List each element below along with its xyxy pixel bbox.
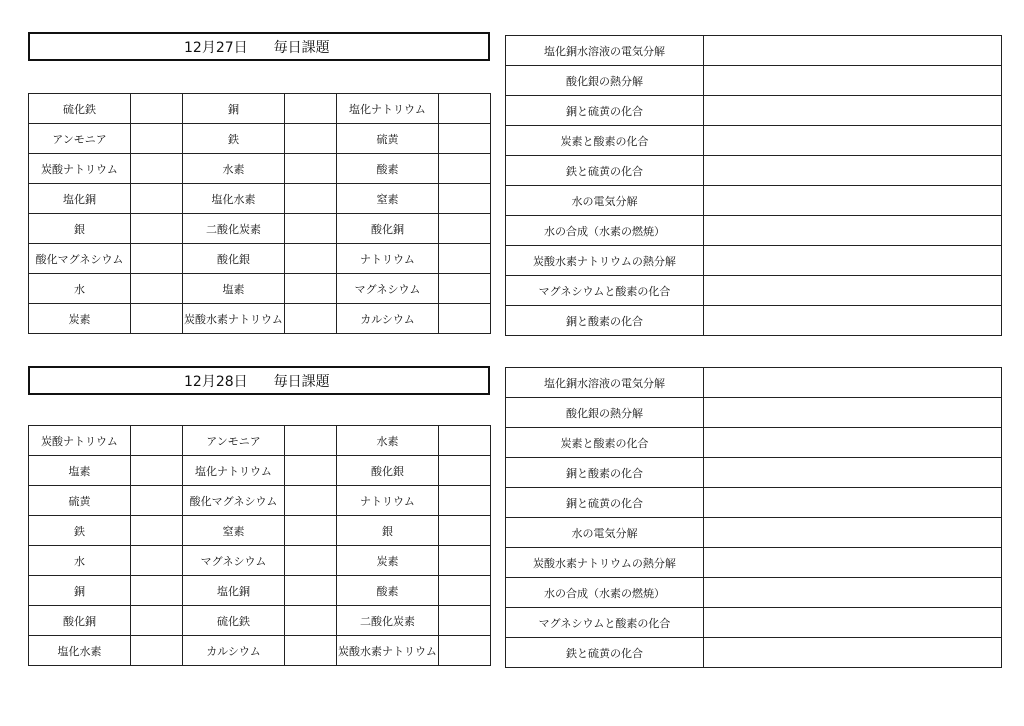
answer-cell[interactable] xyxy=(131,636,183,666)
answer-cell[interactable] xyxy=(439,184,491,214)
substance-name: 炭酸ナトリウム xyxy=(29,426,131,456)
answer-cell[interactable] xyxy=(439,486,491,516)
substance-row xyxy=(29,576,491,606)
reaction-row xyxy=(506,66,1002,96)
substance-name: 水 xyxy=(29,546,131,576)
answer-cell[interactable] xyxy=(704,608,1002,638)
answer-cell[interactable] xyxy=(131,486,183,516)
substance-name: 銀 xyxy=(29,214,131,244)
answer-cell[interactable] xyxy=(285,636,337,666)
substance-row xyxy=(29,516,491,546)
substance-name: 塩化ナトリウム xyxy=(337,94,439,124)
answer-cell[interactable] xyxy=(131,516,183,546)
substance-name: アンモニア xyxy=(29,124,131,154)
substance-name: 酸化銅 xyxy=(337,214,439,244)
day2-reaction-table xyxy=(505,367,1002,668)
answer-cell[interactable] xyxy=(439,576,491,606)
substance-name: 鉄 xyxy=(183,124,285,154)
reaction-row xyxy=(506,306,1002,336)
substance-name: ナトリウム xyxy=(337,244,439,274)
reaction-name: 酸化銀の熱分解 xyxy=(506,398,704,428)
reaction-name: 水の電気分解 xyxy=(506,186,704,216)
substance-row xyxy=(29,636,491,666)
substance-name: 銅 xyxy=(183,94,285,124)
answer-cell[interactable] xyxy=(285,486,337,516)
answer-cell[interactable] xyxy=(285,426,337,456)
substance-row xyxy=(29,94,491,124)
substance-name: アンモニア xyxy=(183,426,285,456)
day1-reaction-table xyxy=(505,35,1002,336)
answer-cell[interactable] xyxy=(704,306,1002,336)
reaction-row xyxy=(506,156,1002,186)
reaction-row xyxy=(506,276,1002,306)
answer-cell[interactable] xyxy=(131,274,183,304)
reaction-name: 鉄と硫黄の化合 xyxy=(506,156,704,186)
answer-cell[interactable] xyxy=(285,606,337,636)
answer-cell[interactable] xyxy=(704,96,1002,126)
answer-cell[interactable] xyxy=(439,214,491,244)
substance-name: 水素 xyxy=(337,426,439,456)
answer-cell[interactable] xyxy=(439,244,491,274)
reaction-row xyxy=(506,608,1002,638)
day2-substance-table xyxy=(28,425,491,666)
answer-cell[interactable] xyxy=(704,216,1002,246)
substance-row xyxy=(29,456,491,486)
answer-cell[interactable] xyxy=(285,576,337,606)
answer-cell[interactable] xyxy=(285,274,337,304)
reaction-row xyxy=(506,488,1002,518)
answer-cell[interactable] xyxy=(439,304,491,334)
answer-cell[interactable] xyxy=(439,636,491,666)
answer-cell[interactable] xyxy=(285,456,337,486)
answer-cell[interactable] xyxy=(704,428,1002,458)
substance-row xyxy=(29,184,491,214)
substance-name: 硫化鉄 xyxy=(183,606,285,636)
day2-label: 毎日課題 xyxy=(273,373,330,390)
day2-date: 12月28日 xyxy=(184,373,248,390)
answer-cell[interactable] xyxy=(439,154,491,184)
substance-name: ナトリウム xyxy=(337,486,439,516)
answer-cell[interactable] xyxy=(439,124,491,154)
answer-cell[interactable] xyxy=(131,546,183,576)
answer-cell[interactable] xyxy=(704,276,1002,306)
answer-cell[interactable] xyxy=(131,244,183,274)
answer-cell[interactable] xyxy=(439,606,491,636)
answer-cell[interactable] xyxy=(131,94,183,124)
substance-name: 炭酸水素ナトリウム xyxy=(337,636,439,666)
substance-row xyxy=(29,304,491,334)
substance-row xyxy=(29,124,491,154)
substance-name: 硫黄 xyxy=(29,486,131,516)
answer-cell[interactable] xyxy=(439,426,491,456)
reaction-row xyxy=(506,548,1002,578)
reaction-name: 銅と酸素の化合 xyxy=(506,306,704,336)
substance-name: カルシウム xyxy=(183,636,285,666)
reaction-name: 銅と酸素の化合 xyxy=(506,458,704,488)
substance-name: 銅 xyxy=(29,576,131,606)
substance-name: 銀 xyxy=(337,516,439,546)
reaction-row xyxy=(506,638,1002,668)
reaction-name: 酸化銀の熱分解 xyxy=(506,66,704,96)
reaction-row xyxy=(506,428,1002,458)
reaction-name: マグネシウムと酸素の化合 xyxy=(506,276,704,306)
substance-name: 硫黄 xyxy=(337,124,439,154)
answer-cell[interactable] xyxy=(704,548,1002,578)
answer-cell[interactable] xyxy=(704,518,1002,548)
substance-row xyxy=(29,606,491,636)
reaction-name: 炭酸水素ナトリウムの熱分解 xyxy=(506,548,704,578)
substance-name: 塩素 xyxy=(183,274,285,304)
substance-name: 塩化ナトリウム xyxy=(183,456,285,486)
substance-name: カルシウム xyxy=(337,304,439,334)
substance-name: 酸化マグネシウム xyxy=(29,244,131,274)
answer-cell[interactable] xyxy=(704,66,1002,96)
answer-cell[interactable] xyxy=(131,214,183,244)
substance-name: マグネシウム xyxy=(337,274,439,304)
reaction-row xyxy=(506,246,1002,276)
day1-label: 毎日課題 xyxy=(273,39,330,56)
answer-cell[interactable] xyxy=(285,154,337,184)
reaction-name: 鉄と硫黄の化合 xyxy=(506,638,704,668)
answer-cell[interactable] xyxy=(704,246,1002,276)
reaction-name: 塩化銅水溶液の電気分解 xyxy=(506,368,704,398)
day1-substance-table xyxy=(28,93,491,334)
day1-title-box xyxy=(28,32,490,61)
answer-cell[interactable] xyxy=(704,126,1002,156)
answer-cell[interactable] xyxy=(131,426,183,456)
substance-row xyxy=(29,244,491,274)
substance-row xyxy=(29,154,491,184)
reaction-row xyxy=(506,36,1002,66)
reaction-row xyxy=(506,368,1002,398)
substance-name: 酸素 xyxy=(337,154,439,184)
answer-cell[interactable] xyxy=(285,124,337,154)
answer-cell[interactable] xyxy=(704,458,1002,488)
substance-name: 鉄 xyxy=(29,516,131,546)
answer-cell[interactable] xyxy=(285,546,337,576)
answer-cell[interactable] xyxy=(704,186,1002,216)
answer-cell[interactable] xyxy=(439,516,491,546)
answer-cell[interactable] xyxy=(285,244,337,274)
substance-row xyxy=(29,274,491,304)
substance-name: 塩化銅 xyxy=(29,184,131,214)
answer-cell[interactable] xyxy=(285,94,337,124)
substance-name: マグネシウム xyxy=(183,546,285,576)
answer-cell[interactable] xyxy=(704,36,1002,66)
answer-cell[interactable] xyxy=(704,578,1002,608)
reaction-row xyxy=(506,216,1002,246)
substance-name: 水素 xyxy=(183,154,285,184)
answer-cell[interactable] xyxy=(704,398,1002,428)
answer-cell[interactable] xyxy=(704,488,1002,518)
reaction-name: 水の電気分解 xyxy=(506,518,704,548)
substance-name: 酸化銀 xyxy=(337,456,439,486)
substance-name: 二酸化炭素 xyxy=(183,214,285,244)
answer-cell[interactable] xyxy=(285,516,337,546)
answer-cell[interactable] xyxy=(704,156,1002,186)
answer-cell[interactable] xyxy=(439,94,491,124)
substance-name: 炭素 xyxy=(337,546,439,576)
substance-name: 塩化水素 xyxy=(29,636,131,666)
answer-cell[interactable] xyxy=(131,154,183,184)
answer-cell[interactable] xyxy=(131,456,183,486)
reaction-row xyxy=(506,518,1002,548)
reaction-name: マグネシウムと酸素の化合 xyxy=(506,608,704,638)
substance-row xyxy=(29,426,491,456)
substance-name: 炭酸ナトリウム xyxy=(29,154,131,184)
substance-name: 炭酸水素ナトリウム xyxy=(183,304,285,334)
reaction-row xyxy=(506,186,1002,216)
substance-row xyxy=(29,214,491,244)
reaction-name: 炭酸水素ナトリウムの熱分解 xyxy=(506,246,704,276)
substance-name: 塩素 xyxy=(29,456,131,486)
substance-row xyxy=(29,546,491,576)
answer-cell[interactable] xyxy=(131,304,183,334)
substance-name: 窒素 xyxy=(337,184,439,214)
reaction-name: 水の合成（水素の燃焼） xyxy=(506,578,704,608)
answer-cell[interactable] xyxy=(131,606,183,636)
answer-cell[interactable] xyxy=(704,638,1002,668)
day2-title-box xyxy=(28,366,490,395)
reaction-name: 炭素と酸素の化合 xyxy=(506,126,704,156)
substance-name: 塩化水素 xyxy=(183,184,285,214)
answer-cell[interactable] xyxy=(439,546,491,576)
reaction-row xyxy=(506,126,1002,156)
substance-name: 酸化銅 xyxy=(29,606,131,636)
answer-cell[interactable] xyxy=(285,214,337,244)
answer-cell[interactable] xyxy=(131,124,183,154)
substance-name: 窒素 xyxy=(183,516,285,546)
answer-cell[interactable] xyxy=(285,184,337,214)
substance-name: 硫化鉄 xyxy=(29,94,131,124)
substance-row xyxy=(29,486,491,516)
answer-cell[interactable] xyxy=(439,274,491,304)
answer-cell[interactable] xyxy=(131,184,183,214)
answer-cell[interactable] xyxy=(704,368,1002,398)
reaction-name: 塩化銅水溶液の電気分解 xyxy=(506,36,704,66)
substance-name: 塩化銅 xyxy=(183,576,285,606)
day1-date: 12月27日 xyxy=(184,39,248,56)
substance-name: 酸化マグネシウム xyxy=(183,486,285,516)
substance-name: 二酸化炭素 xyxy=(337,606,439,636)
substance-name: 水 xyxy=(29,274,131,304)
answer-cell[interactable] xyxy=(285,304,337,334)
substance-name: 炭素 xyxy=(29,304,131,334)
reaction-row xyxy=(506,578,1002,608)
reaction-name: 銅と硫黄の化合 xyxy=(506,488,704,518)
reaction-name: 水の合成（水素の燃焼） xyxy=(506,216,704,246)
substance-name: 酸化銀 xyxy=(183,244,285,274)
reaction-row xyxy=(506,458,1002,488)
answer-cell[interactable] xyxy=(131,576,183,606)
reaction-row xyxy=(506,96,1002,126)
reaction-name: 銅と硫黄の化合 xyxy=(506,96,704,126)
reaction-name: 炭素と酸素の化合 xyxy=(506,428,704,458)
answer-cell[interactable] xyxy=(439,456,491,486)
reaction-row xyxy=(506,398,1002,428)
substance-name: 酸素 xyxy=(337,576,439,606)
